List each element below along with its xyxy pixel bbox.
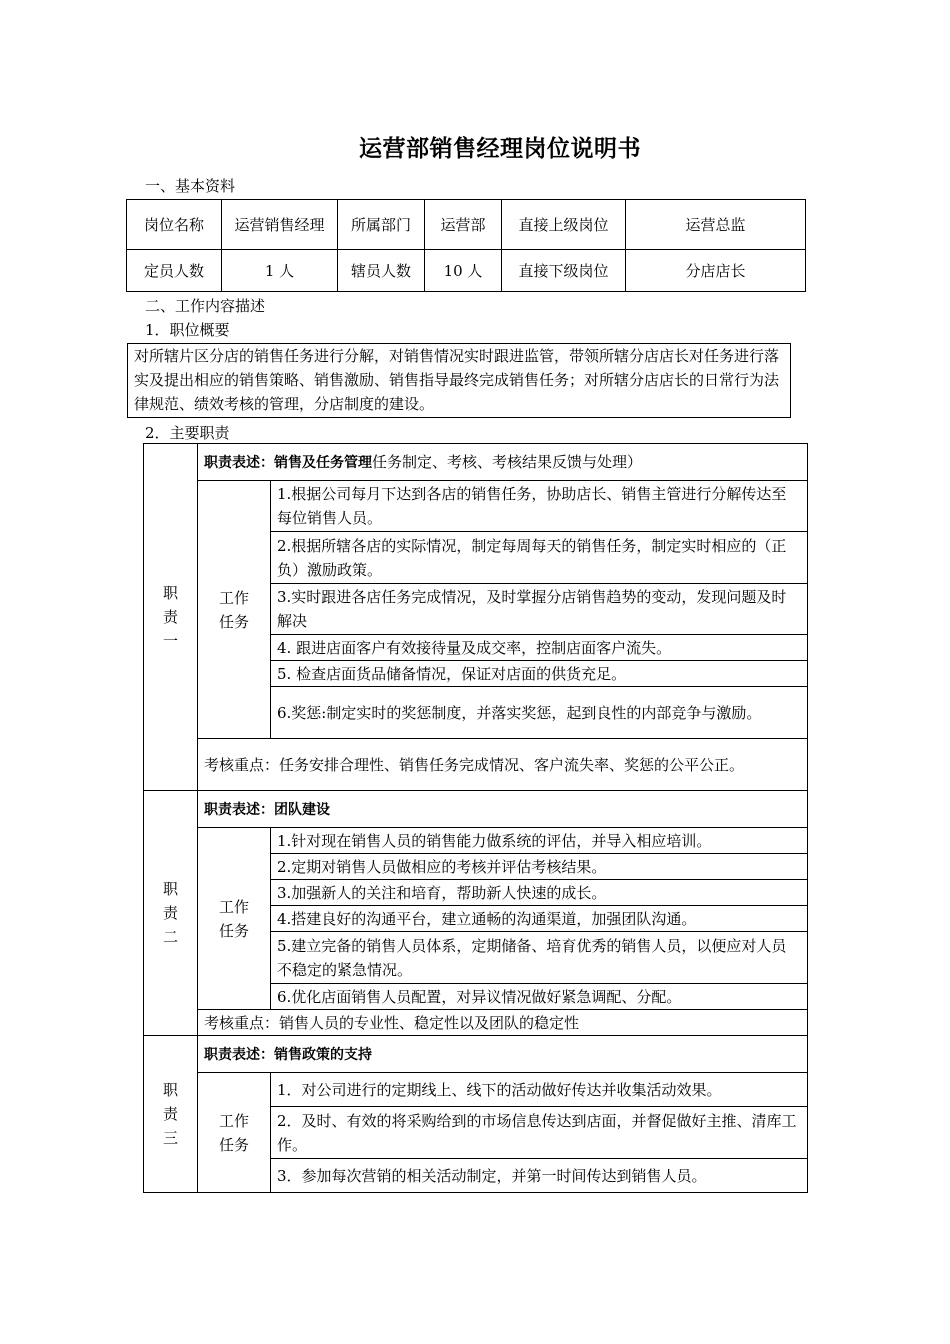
duty-2-task-label (198, 828, 271, 1010)
duty-2-head-row (144, 791, 808, 828)
cell-label-subordinate: 直接下级岗位 (502, 250, 626, 292)
cell-label-department: 所属部门 (338, 200, 425, 250)
cell-value-staff: 10 人 (425, 250, 502, 292)
duty-2-task-5: 5.建立完备的销售人员体系，定期储备、培育优秀的销售人员，以便应对人员不稳定的紧急情况。 (271, 932, 808, 984)
subsection-duties: 2．主要职责 (145, 424, 230, 442)
duty-1-task-label-text: 工作任务 (219, 588, 250, 631)
duty-2-task-label-text: 工作任务 (219, 897, 250, 940)
duty-2-task-4: 4.搭建良好的沟通平台，建立通畅的沟通渠道，加强团队沟通。 (271, 906, 808, 932)
duty-3-head-row (144, 1036, 808, 1073)
cell-value-superior: 运营总监 (626, 200, 806, 250)
duty-1-task-2: 2.根据所辖各店的实际情况，制定每周每天的销售任务，制定实时相应的（正负）激励政策。 (271, 532, 808, 584)
duty-1-task-3: 3.实时跟进各店任务完成情况，及时掌握分店销售趋势的变动，发现问题及时解决 (271, 584, 808, 635)
duty-1-task-5: 5. 检查店面货品储备情况，保证对店面的供货充足。 (271, 661, 808, 687)
position-summary: 对所辖片区分店的销售任务进行分解，对销售情况实时跟进监管，带领所辖分店店长对任务进行落实及提出相应的销售策略、销售激励、销售指导最终完成销售任务；对所辖分店店长的日常行为法律规范、绩效考核的管理，分店制度的建设。 (127, 343, 791, 418)
duty-2-task-2: 2.定期对销售人员做相应的考核并评估考核结果。 (271, 854, 808, 880)
duty-3-label-text: 职责三 (163, 1081, 179, 1147)
cell-label-staff: 辖员人数 (338, 250, 425, 292)
duty-1-head-rest: 任务制定、考核、考核结果反馈与处理） (372, 452, 643, 471)
duty-1-task-label (198, 481, 271, 739)
duty-2-head-bold: 职责表述：团队建设 (204, 801, 330, 818)
duty-1-task-6: 6.奖惩:制定实时的奖惩制度，并落实奖惩，起到良性的内部竞争与激励。 (271, 687, 808, 739)
duty-2-label-text: 职责二 (163, 880, 179, 946)
duty-3-task-1: 1．对公司进行的定期线上、线下的活动做好传达并收集活动效果。 (271, 1073, 808, 1107)
duty-3-head (198, 1036, 808, 1073)
duty-3-task-2: 2．及时、有效的将采购给到的市场信息传达到店面，并督促做好主推、清库工作。 (271, 1107, 808, 1159)
section-basic-info: 一、基本资料 (145, 177, 236, 195)
duty-1-task-1: 1.根据公司每月下达到各店的销售任务，协助店长、销售主管进行分解传达至每位销售人员。 (271, 481, 808, 532)
duties-table (143, 443, 808, 1193)
duty-1-task-1-row (144, 481, 808, 532)
section-work-content: 二、工作内容描述 (145, 297, 266, 315)
duty-1-head-row (144, 444, 808, 481)
duty-1-head (198, 444, 808, 481)
duty-1-label (144, 444, 198, 791)
duty-3-task-3: 3．参加每次营销的相关活动制定，并第一时间传达到销售人员。 (271, 1159, 808, 1193)
duty-2-task-1: 1.针对现在销售人员的销售能力做系统的评估，并导入相应培训。 (271, 828, 808, 854)
duty-2-assess: 考核重点：销售人员的专业性、稳定性以及团队的稳定性 (198, 1010, 808, 1036)
duty-1-head-bold: 职责表述：销售及任务管理 (204, 454, 372, 471)
duty-3-task-label (198, 1073, 271, 1193)
duty-2-task-6: 6.优化店面销售人员配置，对异议情况做好紧急调配、分配。 (271, 984, 808, 1010)
subsection-summary: 1．职位概要 (145, 321, 230, 339)
cell-value-department: 运营部 (425, 200, 502, 250)
duty-3-task-1-row (144, 1073, 808, 1107)
duty-1-label-text: 职责一 (163, 584, 179, 650)
cell-label-headcount: 定员人数 (127, 250, 222, 292)
cell-value-subordinate: 分店店长 (626, 250, 806, 292)
duty-1-task-4: 4. 跟进店面客户有效接待量及成交率，控制店面客户流失。 (271, 635, 808, 661)
cell-label-superior: 直接上级岗位 (502, 200, 626, 250)
duty-2-task-3: 3.加强新人的关注和培育，帮助新人快速的成长。 (271, 880, 808, 906)
page-title: 运营部销售经理岗位说明书 (359, 136, 641, 162)
duty-3-label (144, 1036, 198, 1193)
cell-value-position: 运营销售经理 (222, 200, 338, 250)
basic-row-2 (127, 250, 806, 292)
cell-label-position: 岗位名称 (127, 200, 222, 250)
basic-row-1 (127, 200, 806, 250)
basic-info-table (126, 199, 806, 292)
duty-2-task-1-row (144, 828, 808, 854)
cell-value-headcount: 1 人 (222, 250, 338, 292)
duty-2-label (144, 791, 198, 1036)
duty-1-assess: 考核重点：任务安排合理性、销售任务完成情况、客户流失率、奖惩的公平公正。 (198, 739, 808, 791)
duty-2-head (198, 791, 808, 828)
duty-2-assess-row (144, 1010, 808, 1036)
duty-1-assess-row (144, 739, 808, 791)
duty-3-head-bold: 职责表述：销售政策的支持 (204, 1046, 372, 1063)
duty-3-task-label-text: 工作任务 (219, 1111, 250, 1154)
